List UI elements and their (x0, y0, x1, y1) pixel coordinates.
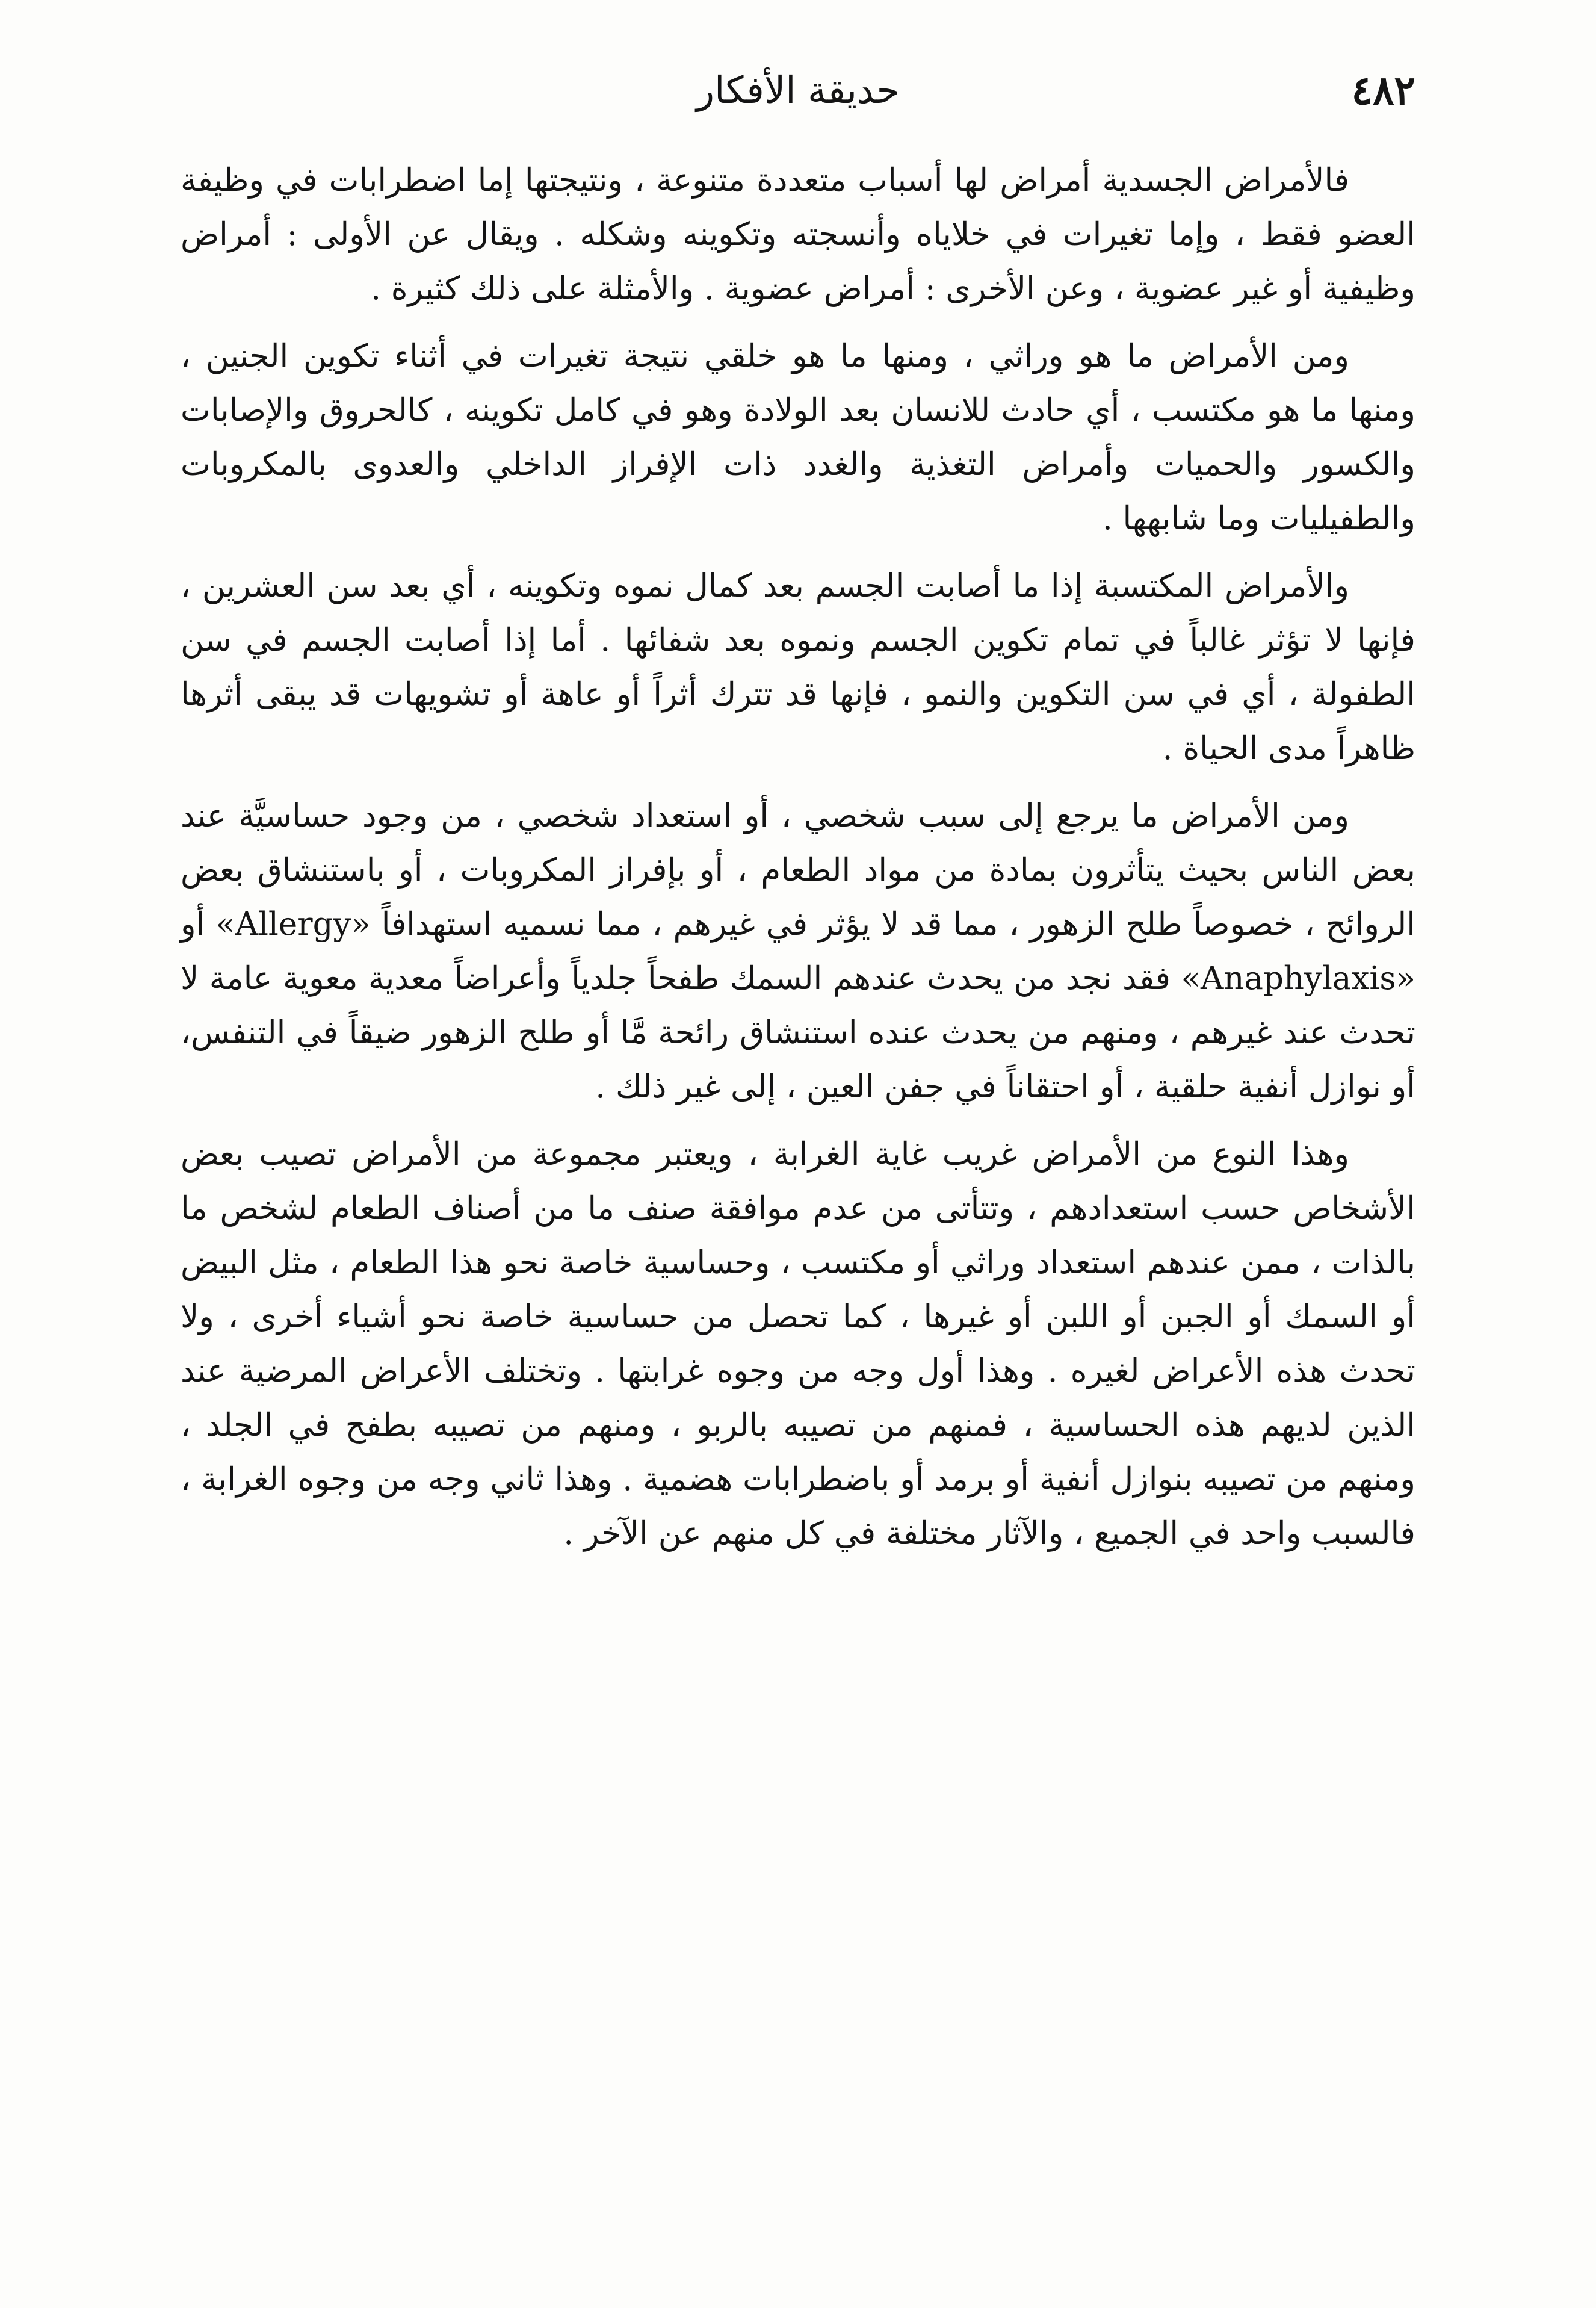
paragraph-strangeness: وهذا النوع من الأمراض غريب غاية الغرابة ، ويعتبر مجموعة من الأمراض تصيب بعض الأشخاص حسب استعدادهم ، وتتأتى من عدم موافقة صنف ما من أصناف الطعام لشخص ما بالذات ، ممن عندهم استعداد وراثي أو مكتسب ، وحساسية خاصة نحو هذا الطعام ، مثل البيض أو السمك أو الجبن أو اللبن أو غيرها ، كما تحصل من حساسية خاصة نحو أشياء أخرى ، ولا تحدث هذه الأعراض لغيره . وهذا أول وجه من وجوه غرابتها . وتختلف الأعراض المرضية عند الذين لديهم هذه الحساسية ، فمنهم من تصيبه بالربو ، ومنهم من تصيبه بطفح في الجلد ، ومنهم من تصيبه بنوازل أنفية أو برمد أو باضطرابات هضمية . وهذا ثاني وجه من وجوه الغرابة ، فالسبب واحد في الجميع ، والآثار مختلفة في كل منهم عن الآخر . (181, 1136, 1415, 1552)
running-title: حديقة الأفكار (696, 68, 900, 112)
paragraph-acquired-diseases: والأمراض المكتسبة إذا ما أصابت الجسم بعد كمال نموه وتكوينه ، أي بعد سن العشرين ، فإنها لا تؤثر غالباً في تمام تكوين الجسم ونموه بعد شفائها . أما إذا أصابت الجسم في سن الطفولة ، أي في سن التكوين والنمو ، فإنها قد تترك أثراً أو عاهة أو تشويهات قد يبقى أثرها ظاهراً مدى الحياة . (181, 568, 1415, 767)
page-number: ٤٨٢ (1351, 67, 1415, 114)
paragraph-allergy: ومن الأمراض ما يرجع إلى سبب شخصي ، أو استعداد شخصي ، من وجود حساسيَّة عند بعض الناس بحيث يتأثرون بمادة من مواد الطعام ، أو بإفراز المكروبات ، أو باستنشاق بعض الروائح ، خصوصاً طلح الزهور ، مما قد لا يؤثر في غيرهم ، مما نسميه استهدافاً «Allergy» أو «Anaphylaxis» فقد نجد من يحدث عندهم السمك طفحاً جلدياً وأعراضاً معدية معوية عامة لا تحدث عند غيرهم ، ومنهم من يحدث عنده استنشاق رائحة مَّا أو طلح الزهور ضيقاً في التنفس، أو نوازل أنفية حلقية ، أو احتقاناً في جفن العين ، إلى غير ذلك . (181, 798, 1415, 1105)
page-header (181, 57, 1415, 123)
paragraph-hereditary-acquired: ومن الأمراض ما هو وراثي ، ومنها ما هو خلقي نتيجة تغيرات في أثناء تكوين الجنين ، ومنها ما هو مكتسب ، أي حادث للانسان بعد الولادة وهو في كامل تكوينه ، كالحروق والإصابات والكسور والحميات وأمراض التغذية والغدد ذات الإفراز الداخلي والعدوى بالمكروبات والطفيليات وما شابهها . (181, 338, 1415, 537)
body-text (181, 154, 1415, 1574)
paragraph-physical-diseases: فالأمراض الجسدية أمراض لها أسباب متعددة متنوعة ، ونتيجتها إما اضطرابات في وظيفة العضو فقط ، وإما تغيرات في خلاياه وأنسجته وتكوينه وشكله . ويقال عن الأولى : أمراض وظيفية أو غير عضوية ، وعن الأخرى : أمراض عضوية . والأمثلة على ذلك كثيرة . (181, 162, 1415, 307)
